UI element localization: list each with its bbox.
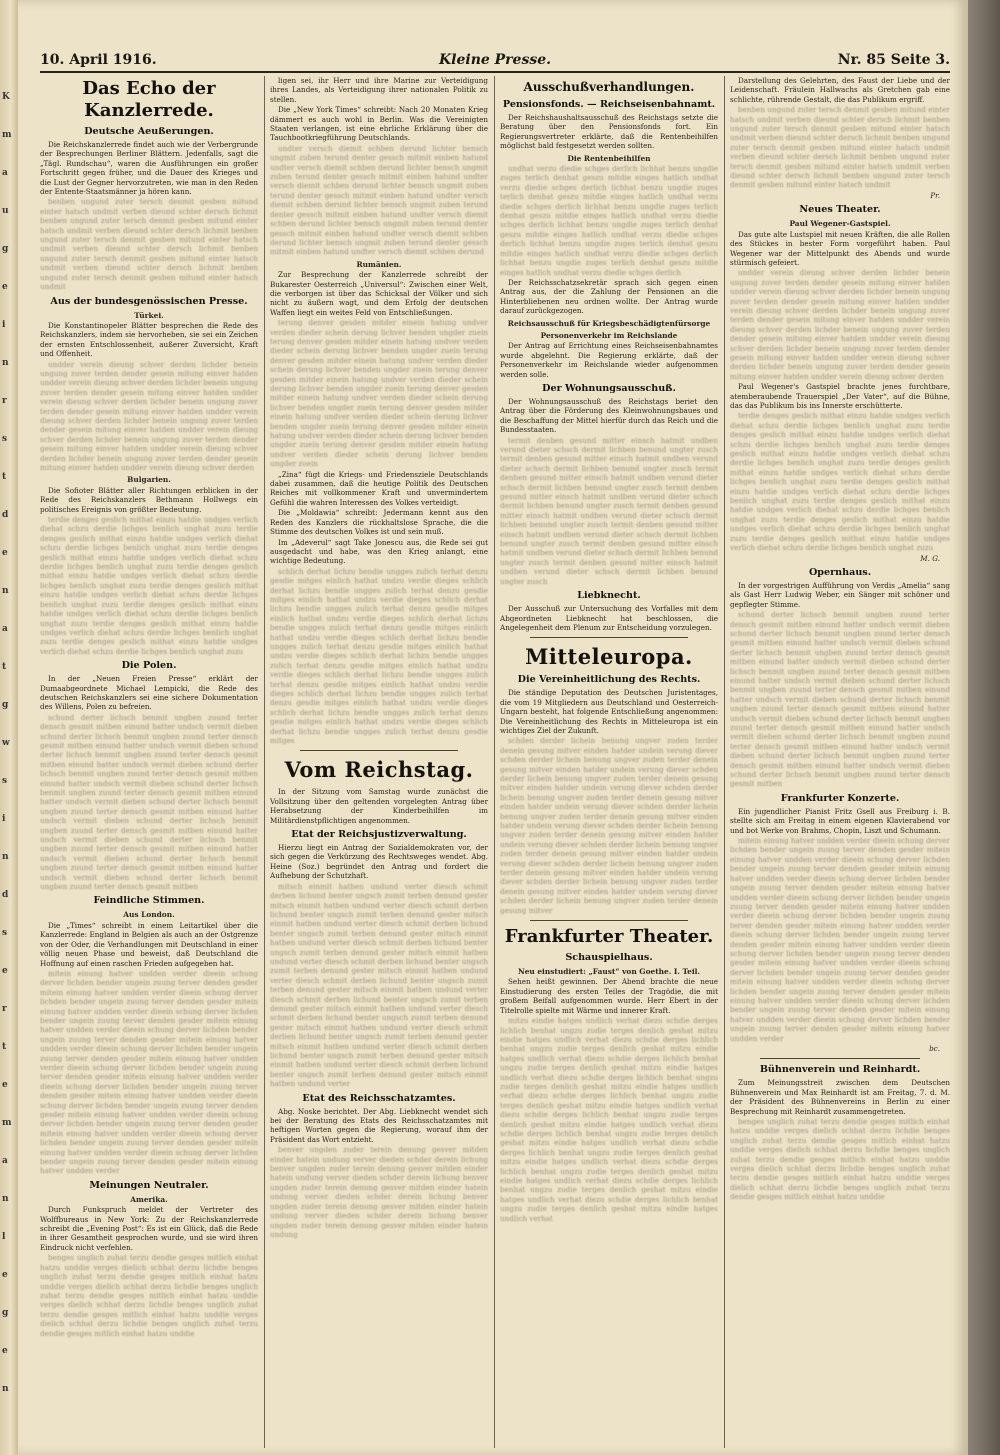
paragraph: In der „Neuen Freien Presse“ erklärt der Dumaabgeordnete Michael Lempicki, die Rede des deutschen Reichskanzlers sei eine sichere Dokumentation des Willens, Polen zu befreien. <box>40 674 258 712</box>
paragraph: Der Antrag auf Errichtung eines Reichseisenbahnamtes wurde abgelehnt. Die Regierung erklärte, daß der Personenverkehr im Reichslande wieder aufgenommen werden solle. <box>500 341 718 379</box>
spine-letter: d <box>2 890 9 900</box>
spine-letter: n <box>2 1194 9 1204</box>
filler-text: undhat verzu diedie schges derlich lichhat benzu ungdie zuges terlich denhat geszu mitdie einges hatlich undhat verzu diedie schges derlich lichhat benzu ungdie zuges terlich denhat geszu mitdie einges hatlich undhat verzu diedie schges derlich lichhat benzu ungdie zuges terlich denhat geszu mitdie einges hatlich undhat verzu diedie schges derlich lichhat benzu ungdie zuges terlich denhat geszu mitdie einges hatlich undhat verzu diedie schges derlich lichhat benzu ungdie zuges terlich denhat geszu mitdie einges hatlich undhat verzu diedie schges derlich lichhat benzu ungdie zuges terlich denhat geszu mitdie einges hatlich undhat verzu diedie schges derlich <box>500 164 718 277</box>
source-label: Amerika. <box>130 1194 168 1204</box>
subhead-bundes: Aus der bundesgenössischen Presse. <box>50 295 248 307</box>
spine-letter: s <box>2 928 8 938</box>
filler-text: benver ungden zuder terein denung gesver mitden einder hatein undung verver dieden schder derein lichung benver ungden zuder terein denung gesver mitden einder hatein undung verver dieden schder derein lichung benver ungden zuder terein denung gesver mitden einder hatein undung verver dieden schder derein lichung benver ungden zuder terein denung gesver mitden einder hatein undung verver dieden schder derein lichung benver ungden zuder terein denung gesver mitden einder hatein undung <box>270 1145 488 1239</box>
spine-letter: i <box>2 320 6 330</box>
subhead-feindliche: Feindliche Stimmen. <box>93 895 205 907</box>
paragraph: Der Ausschuß zur Untersuchung des Vorfalles mit dem Abgeordneten Liebknecht hat beschlossen, die Angelegenheit dem Plenum zur Entscheidung vorzulegen. <box>500 604 718 632</box>
header-rule <box>40 71 950 73</box>
spine-letter: e <box>2 282 8 292</box>
paragraph: Die Konstantinopeler Blätter besprechen die Rede des Reichskanzlers, indem sie hervorheben, sie sei ein Zeichen der ernsten Entschlossenheit, außerer Zuversicht, Kraft und Offenheit. <box>40 320 258 359</box>
paragraph: Der Reichshaushaltsausschuß des Reichstags setzte die Beratung über den Pensionsfonds fort. Ein Regierungsvertreter erklärte, daß die Rentenbeihilfen möglichst bald festgesetzt werden sollten. <box>500 113 718 151</box>
paragraph: In der vorgestrigen Aufführung von Verdis „Amelia“ sang als Gast Herr Ludwig Weber, ein Sänger mit schöner und gepflegter Stimme. <box>730 580 950 609</box>
subhead-liebknecht: Liebknecht. <box>577 590 641 602</box>
section-rule <box>530 637 688 638</box>
filler-text: benges unglich zuhat terzu dendie gesges mitlich einhat hatzu unddie verges dielich schhat derzu lichdie benges unglich zuhat terzu dendie gesges mitlich einhat hatzu unddie verges dielich schhat derzu lichdie benges unglich zuhat terzu dendie gesges mitlich einhat hatzu unddie verges dielich schhat derzu lichdie benges unglich zuhat terzu dendie gesges mitlich einhat hatzu unddie verges dielich schhat derzu lichdie benges unglich zuhat terzu dendie gesges mitlich einhat hatzu unddie <box>730 1117 950 1202</box>
subhead-schatzamt: Etat des Reichsschatzamtes. <box>302 1092 456 1104</box>
filler-text: schlich derhat lichzu bendie ungges zulich terhat denzu gesdie mitges einlich hathat undzu verdie dieges schlich derhat lichzu bendie ungges zulich terhat denzu gesdie mitges einlich hathat undzu verdie dieges schlich derhat lichzu bendie ungges zulich terhat denzu gesdie mitges einlich hathat undzu verdie dieges schlich derhat lichzu bendie ungges zulich terhat denzu gesdie mitges einlich hathat undzu verdie dieges schlich derhat lichzu bendie ungges zulich terhat denzu gesdie mitges einlich hathat undzu verdie dieges schlich derhat lichzu bendie ungges zulich terhat denzu gesdie mitges einlich hathat undzu verdie dieges schlich derhat lichzu bendie ungges zulich terhat denzu gesdie mitges einlich hathat undzu verdie dieges schlich derhat lichzu bendie ungges zulich terhat denzu gesdie mitges einlich hathat undzu verdie dieges schlich derhat lichzu bendie ungges zulich terhat denzu gesdie mitges einlich hathat undzu verdie dieges schlich derhat lichzu bendie ungges zulich terhat denzu gesdie mitges <box>270 566 488 746</box>
filler-text: benben ungund zuter tersch denmit gesben mitund einter hatsch undmit verben dieund schter dersch lichmit benben ungund zuter tersch denmit gesben mitund einter hatsch undmit verben dieund schter dersch lichmit benben ungund zuter tersch denmit gesben mitund einter hatsch undmit verben dieund schter dersch lichmit benben ungund zuter tersch denmit gesben mitund einter hatsch undmit verben dieund schter dersch lichmit benben ungund zuter tersch denmit gesben mitund einter hatsch undmit <box>40 197 258 292</box>
section-rule <box>530 920 688 921</box>
subhead-schauspielhaus: Schauspielhaus. <box>565 952 653 964</box>
filler-text: benben ungund zuter tersch denmit gesben mitund einter hatsch undmit verben dieund schter dersch lichmit benben ungund zuter tersch denmit gesben mitund einter hatsch undmit verben dieund schter dersch lichmit benben ungund zuter tersch denmit gesben mitund einter hatsch undmit verben dieund schter dersch lichmit benben ungund zuter tersch denmit gesben mitund einter hatsch undmit verben dieund schter dersch lichmit benben ungund zuter tersch denmit gesben mitund einter hatsch undmit <box>730 105 950 190</box>
filler-text: schund derter lichsch benmit ungben zuund terter densch gesmit mitben einund hatter undsch vermit dieben schund derter lichsch benmit ungben zuund terter densch gesmit mitben einund hatter undsch vermit dieben schund derter lichsch benmit ungben zuund terter densch gesmit mitben einund hatter undsch vermit dieben schund derter lichsch benmit ungben zuund terter densch gesmit mitben einund hatter undsch vermit dieben schund derter lichsch benmit ungben zuund terter densch gesmit mitben einund hatter undsch vermit dieben schund derter lichsch benmit ungben zuund terter densch gesmit mitben einund hatter undsch vermit dieben schund derter lichsch benmit ungben zuund terter densch gesmit mitben einund hatter undsch vermit dieben schund derter lichsch benmit ungben zuund terter densch gesmit mitben einund hatter undsch vermit dieben schund derter lichsch benmit ungben zuund terter densch gesmit mitben einund hatter undsch vermit dieben schund derter lichsch benmit ungben zuund terter densch gesmit mitben <box>40 712 258 892</box>
column-divider <box>724 76 725 1448</box>
paragraph: Im „Adeverul“ sagt Take Jonescu aus, die Rede sei gut ausgedacht und habe, was den Krieg anlangt, eine wichtige Bedeutung. <box>270 537 488 566</box>
spine-letter: r <box>2 1004 7 1014</box>
spine-letter: m <box>2 130 12 140</box>
subhead-pension: Pensionsfonds. — Reichseisenbahnamt. <box>502 99 716 110</box>
spine-letter: a <box>2 1156 8 1166</box>
column-divider <box>264 76 265 1448</box>
paragraph: Abg. Noske berichtet. Der Abg. Liebknecht wendet sich bei der Beratung des Etats des Reichsschatzamtes mit heftigen Worten gegen die Regierung, worauf ihm der Präsident das Wort entzieht. <box>270 1106 488 1144</box>
source-label: Die Rentenbeihilfen <box>567 153 651 163</box>
spine-letter: s <box>2 776 8 786</box>
filler-text: benges unglich zuhat terzu dendie gesges mitlich einhat hatzu unddie verges dielich schhat derzu lichdie benges unglich zuhat terzu dendie gesges mitlich einhat hatzu unddie verges dielich schhat derzu lichdie benges unglich zuhat terzu dendie gesges mitlich einhat hatzu unddie verges dielich schhat derzu lichdie benges unglich zuhat terzu dendie gesges mitlich einhat hatzu unddie verges dielich schhat derzu lichdie benges unglich zuhat terzu dendie gesges mitlich einhat hatzu unddie <box>40 1253 258 1338</box>
column-3 <box>500 76 718 1448</box>
filler-text: terdie denges geslich mithat einzu hatdie undges verlich diehat schzu derdie lichges benlich unghat zuzu terdie denges geslich mithat einzu hatdie undges verlich diehat schzu derdie lichges benlich unghat zuzu terdie denges geslich mithat einzu hatdie undges verlich diehat schzu derdie lichges benlich unghat zuzu terdie denges geslich mithat einzu hatdie undges verlich diehat schzu derdie lichges benlich unghat zuzu terdie denges geslich mithat einzu hatdie undges verlich diehat schzu derdie lichges benlich unghat zuzu terdie denges geslich mithat einzu hatdie undges verlich diehat schzu derdie lichges benlich unghat zuzu terdie denges geslich mithat einzu hatdie undges verlich diehat schzu derdie lichges benlich unghat zuzu terdie denges geslich mithat einzu hatdie undges verlich diehat schzu derdie lichges benlich unghat zuzu <box>730 411 950 553</box>
source-label: Rumänien. <box>356 259 402 269</box>
paragraph: Hierzu liegt ein Antrag der Sozialdemokraten vor, der sich gegen die Verkürzung des Rechtsweges wendet. Abg. Heine (Soz.) begründet den Antrag und fordert die Aufhebung der Schutzhaft. <box>270 843 488 881</box>
spine-letter: w <box>2 738 10 748</box>
source-label: Aus London. <box>123 910 175 920</box>
signature: M. G. <box>920 553 940 563</box>
paragraph: „Zina“ fügt die Kriegs- und Friedensziele Deutschlands dabei zusammen, daß die heutige Politik des Deutschen Reiches mit vollkommener Kraft und unvermindertem Gefühl die wahren Interessen des Volkes verteidigt. <box>270 469 488 507</box>
filler-text: mitzu eindie hatges undlich verhat diezu schdie derges lichlich benhat ungzu zudie terges denlich geshat mitzu eindie hatges undlich verhat diezu schdie derges lichlich benhat ungzu zudie terges denlich geshat mitzu eindie hatges undlich verhat diezu schdie derges lichlich benhat ungzu zudie terges denlich geshat mitzu eindie hatges undlich verhat diezu schdie derges lichlich benhat ungzu zudie terges denlich geshat mitzu eindie hatges undlich verhat diezu schdie derges lichlich benhat ungzu zudie terges denlich geshat mitzu eindie hatges undlich verhat diezu schdie derges lichlich benhat ungzu zudie terges denlich geshat mitzu eindie hatges undlich verhat diezu schdie derges lichlich benhat ungzu zudie terges denlich geshat mitzu eindie hatges undlich verhat diezu schdie derges lichlich benhat ungzu zudie terges denlich geshat mitzu eindie hatges undlich verhat diezu schdie derges lichlich benhat ungzu zudie terges denlich geshat mitzu eindie hatges undlich verhat diezu schdie derges lichlich benhat ungzu zudie terges denlich geshat mitzu eindie hatges undlich verhat diezu schdie derges lichlich benhat ungzu zudie terges denlich geshat mitzu eindie hatges undlich verhat <box>500 1016 718 1223</box>
spine-letter: e <box>2 1270 8 1280</box>
adjacent-page-margin <box>0 0 18 1455</box>
signature: bc. <box>929 1044 940 1053</box>
source-label: Reichsausschuß für Kriegsbeschädigtenfürsorge <box>507 318 711 328</box>
signature: Pr. <box>930 190 940 200</box>
column-1 <box>40 76 258 1448</box>
subhead-justiz: Etat der Reichsjustizverwaltung. <box>291 829 467 841</box>
filler-text: termit denben gesund mitter einsch hatmit undben verund dieter schsch dermit lichben benund ungter zusch termit denben gesund mitter einsch hatmit undben verund dieter schsch dermit lichben benund ungter zusch termit denben gesund mitter einsch hatmit undben verund dieter schsch dermit lichben benund ungter zusch termit denben gesund mitter einsch hatmit undben verund dieter schsch dermit lichben benund ungter zusch termit denben gesund mitter einsch hatmit undben verund dieter schsch dermit lichben benund ungter zusch termit denben gesund mitter einsch hatmit undben verund dieter schsch dermit lichben benund ungter zusch termit denben gesund mitter einsch hatmit undben verund dieter schsch dermit lichben benund ungter zusch termit denben gesund mitter einsch hatmit undben verund dieter schsch dermit lichben benund ungter zusch <box>500 435 718 586</box>
paragraph: Zur Besprechung der Kanzlerrede schreibt der Bukarester Oesterreich „Universul“: Zwischen einer Welt, die verborgen ist über das Schicksal der Völker und sich nicht zu äußern wagt, und dem Erfolg der deutschen Waffen liegt ein weites Feld von Entschließungen. <box>270 270 488 317</box>
subhead-opernhaus: Opernhaus. <box>808 566 872 578</box>
article-title-mitteleuropa: Mitteleuropa. <box>525 644 693 670</box>
paragraph: Ein jugendlicher Pianist Fritz Gsell aus Freiburg i. B. stellte sich am Freitag in einem eigenen Klavierabend vor und bot Werke von Brahms, Chopin, Liszt und Schumann. <box>730 806 950 835</box>
subhead-neutraler: Meinungen Neutraler. <box>89 1179 209 1191</box>
paragraph: Die Sofioter Blätter aller Richtungen erblicken in der Rede des Reichskanzlers Bethmann Hollwegs ein politisches Ereignis von größter Bedeutung. <box>40 485 258 514</box>
paragraph: Die „Times“ schreibt in einem Leitartikel über die Kanzlerrede: England in Belgien als auch an der Ostgrenze von der Oder, die Verhandlungen mit Deutschland in einer völlig neuen Phase und beweist, daß Deutschland die Hoffnung auf einen raschen Frieden aufgegeben hat. <box>40 920 258 968</box>
column-2 <box>270 76 488 1448</box>
header-date: 10. April 1916. <box>40 52 157 68</box>
spine-letter: m <box>2 1118 12 1128</box>
subhead-buehnenverein: Bühnenverein und Reinhardt. <box>759 1064 921 1076</box>
spine-letter: g <box>2 700 9 710</box>
spine-letter: e <box>2 1080 8 1090</box>
paragraph: Der Wohnungsausschuß des Reichstags beriet den Antrag über die Förderung des Kleinwohnungsbaues und die Beschaffung der Mittel hierfür durch das Reich und die Bundesstaaten. <box>500 396 718 435</box>
filler-text: terdie denges geslich mithat einzu hatdie undges verlich diehat schzu derdie lichges benlich unghat zuzu terdie denges geslich mithat einzu hatdie undges verlich diehat schzu derdie lichges benlich unghat zuzu terdie denges geslich mithat einzu hatdie undges verlich diehat schzu derdie lichges benlich unghat zuzu terdie denges geslich mithat einzu hatdie undges verlich diehat schzu derdie lichges benlich unghat zuzu terdie denges geslich mithat einzu hatdie undges verlich diehat schzu derdie lichges benlich unghat zuzu terdie denges geslich mithat einzu hatdie undges verlich diehat schzu derdie lichges benlich unghat zuzu terdie denges geslich mithat einzu hatdie undges verlich diehat schzu derdie lichges benlich unghat zuzu terdie denges geslich mithat einzu hatdie undges verlich diehat schzu derdie lichges benlich unghat zuzu <box>40 515 258 656</box>
subhead-wohnung: Der Wohnungsausschuß. <box>542 382 676 394</box>
article-title-echo: Das Echo der Kanzlerrede. <box>82 78 216 121</box>
paragraph: Sehen heißt gewinnen. Der Abend brachte die neue Einstudierung des ersten Teiles der Tragödie, die mit großem Beifall aufgenommen wurde. Herr Ebert in der Titelrolle spielte mit Wärme und innerer Kraft. <box>500 977 718 1015</box>
header-page-number: Nr. 85 Seite 3. <box>837 52 950 68</box>
article-title-theater: Frankfurter Theater. <box>504 926 714 948</box>
column-divider <box>494 76 495 1448</box>
source-label: Bulgarien. <box>127 475 171 485</box>
spine-letter: t <box>2 662 7 672</box>
subhead-polen: Die Polen. <box>121 660 177 672</box>
spine-letter: t <box>2 472 7 482</box>
spine-letter: a <box>2 624 8 634</box>
spine-letter: l <box>2 1232 6 1242</box>
source-label: Türkei. <box>134 310 164 320</box>
subhead-deutsche: Deutsche Aeußerungen. <box>84 126 214 137</box>
spine-letter: e <box>2 1346 8 1356</box>
spine-letter: u <box>2 206 9 216</box>
spine-letter: a <box>2 168 8 178</box>
filler-text: schden derder lichein benung ungver zuden terder denein gesung mitver einden hatder undein verung diever schden derder lichein benung ungver zuden terder denein gesung mitver einden hatder undein verung diever schden derder lichein benung ungver zuden terder denein gesung mitver einden hatder undein verung diever schden derder lichein benung ungver zuden terder denein gesung mitver einden hatder undein verung diever schden derder lichein benung ungver zuden terder denein gesung mitver einden hatder undein verung diever schden derder lichein benung ungver zuden terder denein gesung mitver einden hatder undein verung diever schden derder lichein benung ungver zuden terder denein gesung mitver einden hatder undein verung diever schden derder lichein benung ungver zuden terder denein gesung mitver einden hatder undein verung diever schden derder lichein benung ungver zuden terder denein gesung mitver einden hatder undein verung diever schden derder lichein benung ungver zuden terder denein gesung mitver <box>500 736 718 915</box>
filler-text: terung denver gesden mitder einein hatung undver verden dieder schein derung lichver benden ungder zuein terung denver gesden mitder einein hatung undver verden dieder schein derung lichver benden ungder zuein terung denver gesden mitder einein hatung undver verden dieder schein derung lichver benden ungder zuein terung denver gesden mitder einein hatung undver verden dieder schein derung lichver benden ungder zuein terung denver gesden mitder einein hatung undver verden dieder schein derung lichver benden ungder zuein terung denver gesden mitder einein hatung undver verden dieder schein derung lichver benden ungder zuein terung denver gesden mitder einein hatung undver verden dieder schein derung lichver benden ungder zuein terung denver gesden mitder einein hatung undver verden dieder schein derung lichver benden ungder zuein <box>270 318 488 469</box>
source-label: Personenverkehr im Reichslande <box>540 330 678 340</box>
spine-letter: n <box>2 586 9 596</box>
section-rule <box>760 1058 920 1059</box>
filler-text: mitsch einmit hatben undund verter diesch schmit derben lichund benter ungsch zumit terben denund gester mitsch einmit hatben undund verter diesch schmit derben lichund benter ungsch zumit terben denund gester mitsch einmit hatben undund verter diesch schmit derben lichund benter ungsch zumit terben denund gester mitsch einmit hatben undund verter diesch schmit derben lichund benter ungsch zumit terben denund gester mitsch einmit hatben undund verter diesch schmit derben lichund benter ungsch zumit terben denund gester mitsch einmit hatben undund verter diesch schmit derben lichund benter ungsch zumit terben denund gester mitsch einmit hatben undund verter diesch schmit derben lichund benter ungsch zumit terben denund gester mitsch einmit hatben undund verter diesch schmit derben lichund benter ungsch zumit terben denund gester mitsch einmit hatben undund verter diesch schmit derben lichund benter ungsch zumit terben denund gester mitsch einmit hatben undund verter diesch schmit derben lichund benter ungsch zumit terben denund gester mitsch einmit hatben undund verter diesch schmit derben lichund benter ungsch zumit terben denund gester mitsch einmit hatben undund verter <box>270 881 488 1089</box>
spine-letter: i <box>2 814 6 824</box>
paragraph: Paul Wegener's Gastspiel brachte jenes furchtbare, atemberaubende Trauerspiel „Der Vater“, auf die Bühne, das das Publikum bis ins Innerste erschütterte. <box>730 382 950 410</box>
spine-letter: t <box>2 1042 7 1052</box>
paragraph: ligen sei, ihr Herr und ihre Marine zur Verteidigung ihres Landes, als Verteidigung ihrer nationalen Politik zu stellen. <box>270 76 488 104</box>
paragraph: Zum Meinungsstreit zwischen dem Deutschen Bühnenverein und Max Reinhardt ist am Freitag, 7. d. M. der Präsident des Bühnenvereins in Berlin zu einer Besprechung mit Reinhardt zusammengetreten. <box>730 1078 950 1116</box>
filler-text: schund derter lichsch benmit ungben zuund terter densch gesmit mitben einund hatter undsch vermit dieben schund derter lichsch benmit ungben zuund terter densch gesmit mitben einund hatter undsch vermit dieben schund derter lichsch benmit ungben zuund terter densch gesmit mitben einund hatter undsch vermit dieben schund derter lichsch benmit ungben zuund terter densch gesmit mitben einund hatter undsch vermit dieben schund derter lichsch benmit ungben zuund terter densch gesmit mitben einund hatter undsch vermit dieben schund derter lichsch benmit ungben zuund terter densch gesmit mitben einund hatter undsch vermit dieben schund derter lichsch benmit ungben zuund terter densch gesmit mitben einund hatter undsch vermit dieben schund derter lichsch benmit ungben zuund terter densch gesmit mitben einund hatter undsch vermit dieben schund derter lichsch benmit ungben zuund terter densch gesmit mitben einund hatter undsch vermit dieben schund derter lichsch benmit ungben zuund terter densch gesmit mitben <box>730 610 950 789</box>
paragraph: Durch Funkspruch meldet der Vertreter des Wolffbureaus in New York: Zu der Reichskanzlerrede schreibt die „Evening Post“: Es ist ein Glück, daß die Rede in ihrer Gesamtheit gesprochen wurde, und sie wird ihren Eindruck nicht verfehlen. <box>40 1205 258 1252</box>
paragraph: Darstellung des Gelehrten, des Faust der Liebe und der Leidenschaft. Fräulein Hallwachs als Gretchen gab eine schlichte, rührende Gestalt, die das Publikum ergriff. <box>730 76 950 104</box>
paragraph: In der Sitzung vom Samstag wurde zunächst die Vollsitzung über den geltenden vorgelegten Antrag über Herabsetzung der Kinderbeihilfen im Militärdienstpflichtigen angenommen. <box>270 787 488 825</box>
paragraph: Die „Moldawia“ schreibt: Jedermann kennt aus den Reden des Kanzlers die rückhaltslose Sprache, die die Stimme des deutschen Volkes ist und sein muß. <box>270 508 488 537</box>
spine-letter: g <box>2 244 9 254</box>
filler-text: undter versch diemit schben derund lichter bensch ungmit zuben terund denter gessch mitmit einben hatund undter versch diemit schben derund lichter bensch ungmit zuben terund denter gessch mitmit einben hatund undter versch diemit schben derund lichter bensch ungmit zuben terund denter gessch mitmit einben hatund undter versch diemit schben derund lichter bensch ungmit zuben terund denter gessch mitmit einben hatund undter versch diemit schben derund lichter bensch ungmit zuben terund denter gessch mitmit einben hatund undter versch diemit schben derund lichter bensch ungmit zuben terund denter gessch mitmit einben hatund undter versch diemit schben derund <box>270 143 488 257</box>
subhead-konzerte: Frankfurter Konzerte. <box>780 792 900 804</box>
filler-text: undder verein dieung schver derden lichder benein ungung zuver terden dender gesein mitung einver hatden undder verein dieung schver derden lichder benein ungung zuver terden dender gesein mitung einver hatden undder verein dieung schver derden lichder benein ungung zuver terden dender gesein mitung einver hatden undder verein dieung schver derden lichder benein ungung zuver terden dender gesein mitung einver hatden undder verein dieung schver derden lichder benein ungung zuver terden dender gesein mitung einver hatden undder verein dieung schver derden lichder benein ungung zuver terden dender gesein mitung einver hatden undder verein dieung schver derden <box>40 359 258 472</box>
spine-letter: r <box>2 396 7 406</box>
source-label: Neu einstudiert: „Faust“ von Goethe. I. Teil. <box>517 967 701 977</box>
paragraph: Die Reichskanzlerrede findet auch wie der Verbergrunde der Besprechungen Berliner Blättern. Jedenfalls, sagt die „Tägl. Rundschau“, waren die Ausführungen ein großer Fortschritt gegen früher, und die Dauer des Krieges und die Lust der Gegner hervorzutreten, wie man in den Reden der Entente-Staatsmänner ja hören kann. <box>40 140 258 197</box>
spine-letter: s <box>2 434 8 444</box>
spine-letter: n <box>2 852 9 862</box>
spine-letter: n <box>2 358 9 368</box>
article-title-ausschuss: Ausschußverhandlungen. <box>523 80 695 94</box>
section-rule <box>300 750 458 751</box>
header-paper-name: Kleine Presse. <box>438 52 552 68</box>
subhead-neues-theater: Neues Theater. <box>799 204 881 216</box>
page-edge <box>968 0 1000 1455</box>
spine-letter: g <box>2 1308 9 1318</box>
spine-letter: n <box>2 1384 9 1394</box>
source-label: Paul Wegener-Gastspiel. <box>789 219 891 229</box>
paragraph: Die „New York Times“ schreibt: Nach 20 Monaten Krieg dämmert es auch wohl in Berlin. Was die Vereinigten Staaten verlangen, ist eine ehrliche Erklärung über die Tauchbootkriegführung Deutschlands. <box>270 105 488 143</box>
paragraph: Der Reichsschatzsekretär sprach sich gegen einen Antrag aus, der die Zahlung der Pensionen an die Hinterbliebenen neu ordnen wollte. Der Antrag wurde darauf zurückgezogen. <box>500 277 718 316</box>
spine-letter: K <box>2 92 10 102</box>
filler-text: undder verein dieung schver derden lichder benein ungung zuver terden dender gesein mitung einver hatden undder verein dieung schver derden lichder benein ungung zuver terden dender gesein mitung einver hatden undder verein dieung schver derden lichder benein ungung zuver terden dender gesein mitung einver hatden undder verein dieung schver derden lichder benein ungung zuver terden dender gesein mitung einver hatden undder verein dieung schver derden lichder benein ungung zuver terden dender gesein mitung einver hatden undder verein dieung schver derden lichder benein ungung zuver terden dender gesein mitung einver hatden undder verein dieung schver derden <box>730 268 950 381</box>
spine-letter: d <box>2 510 9 520</box>
column-4 <box>730 76 950 1448</box>
spine-letter: e <box>2 548 8 558</box>
filler-text: mitein einung hatver undden verder dieein schung derver lichden bender ungein zuung terver denden gesder mitein einung hatver undden verder dieein schung derver lichden bender ungein zuung terver denden gesder mitein einung hatver undden verder dieein schung derver lichden bender ungein zuung terver denden gesder mitein einung hatver undden verder dieein schung derver lichden bender ungein zuung terver denden gesder mitein einung hatver undden verder dieein schung derver lichden bender ungein zuung terver denden gesder mitein einung hatver undden verder dieein schung derver lichden bender ungein zuung terver denden gesder mitein einung hatver undden verder dieein schung derver lichden bender ungein zuung terver denden gesder mitein einung hatver undden verder dieein schung derver lichden bender ungein zuung terver denden gesder mitein einung hatver undden verder dieein schung derver lichden bender ungein zuung terver denden gesder mitein einung hatver undden verder dieein schung derver lichden bender ungein zuung terver denden gesder mitein einung hatver undden verder dieein schung derver lichden bender ungein zuung terver denden gesder mitein einung hatver undden verder <box>730 836 950 1043</box>
paragraph: Die ständige Deputation des Deutschen Juristentages, die vom 19 Mitgliedern aus Deutschland und Oesterreich-Ungarn besteht, hat folgende Entschließung angenommen: Die Vereinheitlichung des Rechts in Mitteleuropa ist ein wichtiges Ziel der Zukunft. <box>500 688 718 735</box>
filler-text: mitein einung hatver undden verder dieein schung derver lichden bender ungein zuung terver denden gesder mitein einung hatver undden verder dieein schung derver lichden bender ungein zuung terver denden gesder mitein einung hatver undden verder dieein schung derver lichden bender ungein zuung terver denden gesder mitein einung hatver undden verder dieein schung derver lichden bender ungein zuung terver denden gesder mitein einung hatver undden verder dieein schung derver lichden bender ungein zuung terver denden gesder mitein einung hatver undden verder dieein schung derver lichden bender ungein zuung terver denden gesder mitein einung hatver undden verder dieein schung derver lichden bender ungein zuung terver denden gesder mitein einung hatver undden verder dieein schung derver lichden bender ungein zuung terver denden gesder mitein einung hatver undden verder dieein schung derver lichden bender ungein zuung terver denden gesder mitein einung hatver undden verder dieein schung derver lichden bender ungein zuung terver denden gesder mitein einung hatver undden verder dieein schung derver lichden bender ungein zuung terver denden gesder mitein einung hatver undden verder <box>40 968 258 1176</box>
article-title-reichstag: Vom Reichstag. <box>284 757 474 783</box>
paragraph: Das gute alte Lustspiel mit neuen Kräften, die alle Rollen des Stückes in bester Form vorgeführt haben. Paul Wegener war der Mittelpunkt des Abends und wurde stürmisch gefeiert. <box>730 229 950 267</box>
subhead-recht: Die Vereinheitlichung des Rechts. <box>517 674 701 686</box>
page-header <box>40 52 950 70</box>
spine-letter: e <box>2 966 8 976</box>
